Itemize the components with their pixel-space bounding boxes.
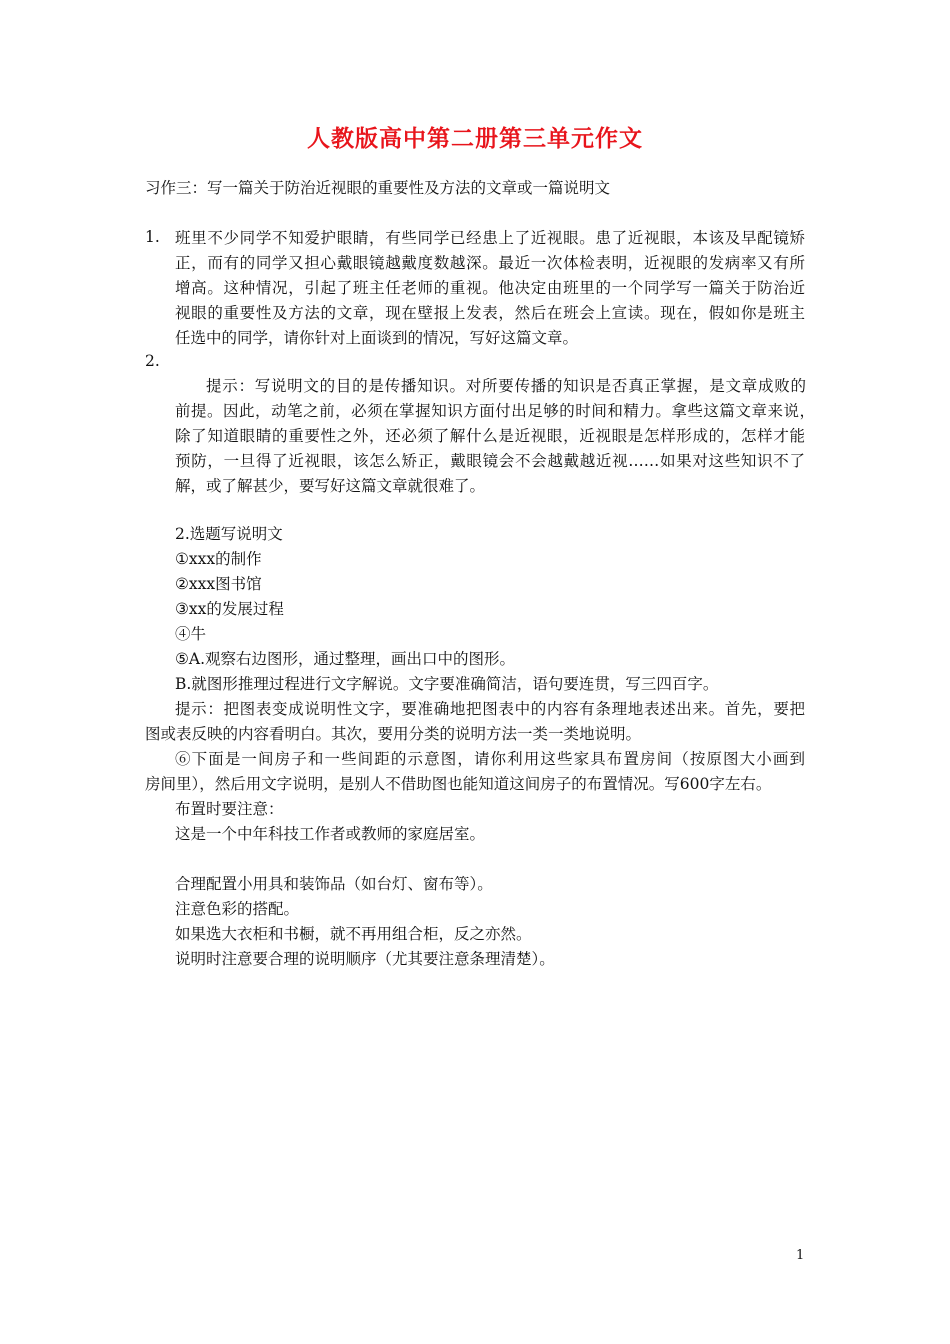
- document-title: 人教版高中第二册第三单元作文: [307, 125, 643, 152]
- page-number: 1: [796, 1248, 805, 1263]
- tip-line: 图或表反映的内容看明白。其次，要用分类的说明方法一类一类地说明。: [145, 725, 642, 743]
- option-item: ③xx的发展过程: [175, 600, 284, 618]
- item1-line: 班里不少同学不知爱护眼睛，有些同学已经患上了近视眼。患了近视眼，本该及早配镜矫: [175, 229, 805, 247]
- document-subtitle: 习作三：写一篇关于防治近视眼的重要性及方法的文章或一篇说明文: [145, 179, 611, 197]
- option-item: ①xxx的制作: [175, 550, 262, 568]
- notes-heading: 布置时要注意：: [175, 800, 284, 818]
- item1-line: 正，而有的同学又担心戴眼镜越戴度数越深。最近一次体检表明，近视眼的发病率又有所: [175, 254, 805, 272]
- option6-line: ⑥下面是一间房子和一些间距的示意图，请你利用这些家具布置房间（按原图大小画到: [175, 750, 805, 768]
- item1-line: 任选中的同学，请你针对上面谈到的情况，写好这篇文章。: [175, 329, 579, 347]
- note-item: 合理配置小用具和装饰品（如台灯、窗布等）。: [175, 875, 493, 893]
- item2-line: 解，或了解甚少，要写好这篇文章就很难了。: [175, 477, 486, 495]
- note-item: 这是一个中年科技工作者或教师的家庭居室。: [175, 825, 486, 843]
- option-item: ④牛: [175, 625, 207, 643]
- tip-line: 提示：把图表变成说明性文字，要准确地把图表中的内容有条理地表述出来。首先，要把: [175, 700, 805, 718]
- item1-line: 增高。这种情况，引起了班主任老师的重视。他决定由班里的一个同学写一篇关于防治近: [175, 279, 805, 297]
- option-item: B.就图形推理过程进行文字解说。文字要准确简洁，语句要连贯，写三四百字。: [175, 675, 719, 693]
- note-item: 如果选大衣柜和书橱，就不再用组合柜，反之亦然。: [175, 925, 532, 943]
- note-item: 说明时注意要合理的说明顺序（尤其要注意条理清楚）。: [175, 950, 555, 968]
- section2-heading: 2.选题写说明文: [175, 525, 283, 543]
- option-item: ②xxx图书馆: [175, 575, 262, 593]
- item2-number: 2.: [145, 352, 160, 370]
- item2-line: 预防，一旦得了近视眼，该怎么矫正，戴眼镜会不会越戴越近视……如果对这些知识不了: [175, 452, 805, 470]
- item2-line: 提示：写说明文的目的是传播知识。对所要传播的知识是否真正掌握，是文章成败的: [206, 377, 806, 395]
- option-item: ⑤A.观察右边图形，通过整理，画出口中的图形。: [175, 650, 516, 668]
- note-item: 注意色彩的搭配。: [175, 900, 300, 918]
- item1-number: 1.: [145, 228, 160, 246]
- item1-line: 视眼的重要性及方法的文章，现在壁报上发表，然后在班会上宣读。现在，假如你是班主: [175, 304, 805, 322]
- item2-line: 除了知道眼睛的重要性之外，还必须了解什么是近视眼，近视眼是怎样形成的，怎样才能: [175, 427, 805, 445]
- option6-line: 房间里），然后用文字说明，是别人不借助图也能知道这间房子的布置情况。写600字左右。: [145, 775, 772, 793]
- item2-line: 前提。因此，动笔之前，必须在掌握知识方面付出足够的时间和精力。拿些这篇文章来说，: [175, 402, 815, 420]
